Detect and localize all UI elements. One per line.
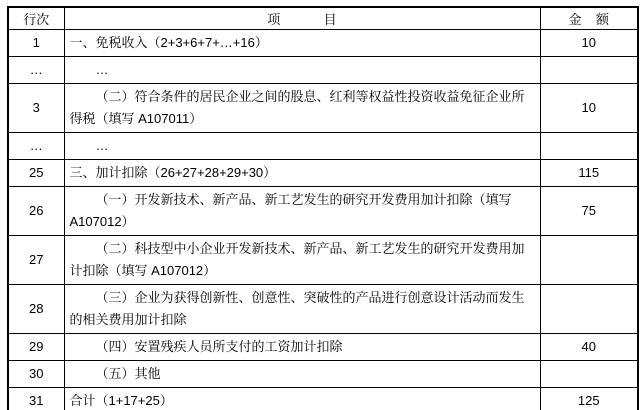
item-cell: 三、加计扣除（26+27+28+29+30） — [64, 159, 540, 186]
header-row — [8, 7, 638, 29]
item-cell: （一）开发新技术、新产品、新工艺发生的研究开发费用加计扣除（填写 A107012） — [64, 186, 540, 235]
amount-cell — [540, 360, 638, 387]
item-cell: … — [64, 132, 540, 159]
row-number-cell: 27 — [8, 235, 64, 284]
item-cell: （四）安置残疾人员所支付的工资加计扣除 — [64, 333, 540, 360]
item-cell: 合计（1+17+25） — [64, 387, 540, 410]
amount-cell: 40 — [540, 333, 638, 360]
amount-cell — [540, 132, 638, 159]
row-number-cell: 29 — [8, 333, 64, 360]
header-amount: 金 额 — [540, 7, 638, 29]
table-row — [8, 360, 638, 387]
item-cell: … — [64, 56, 540, 83]
amount-cell: 75 — [540, 186, 638, 235]
item-cell: （五）其他 — [64, 360, 540, 387]
row-number-cell: 1 — [8, 29, 64, 56]
amount-cell: 10 — [540, 29, 638, 56]
table-row — [8, 83, 638, 132]
row-number-cell: 3 — [8, 83, 64, 132]
amount-cell: 125 — [540, 387, 638, 410]
table-row — [8, 284, 638, 333]
amount-cell — [540, 235, 638, 284]
header-row-number: 行次 — [8, 7, 64, 29]
table-row — [8, 186, 638, 235]
row-number-cell: 31 — [8, 387, 64, 410]
row-number-cell: 30 — [8, 360, 64, 387]
table-row — [8, 56, 638, 83]
item-cell: （二）科技型中小企业开发新技术、新产品、新工艺发生的研究开发费用加计扣除（填写 A107012） — [64, 235, 540, 284]
row-number-cell: 25 — [8, 159, 64, 186]
table-row — [8, 387, 638, 410]
row-number-cell: 28 — [8, 284, 64, 333]
amount-cell — [540, 284, 638, 333]
row-number-cell: 26 — [8, 186, 64, 235]
item-cell: （三）企业为获得创新性、创意性、突破性的产品进行创意设计活动而发生的相关费用加计扣除 — [64, 284, 540, 333]
table-row — [8, 29, 638, 56]
item-cell: （二）符合条件的居民企业之间的股息、红利等权益性投资收益免征企业所得税（填写 A107011） — [64, 83, 540, 132]
table-row — [8, 333, 638, 360]
amount-cell: 115 — [540, 159, 638, 186]
item-cell: 一、免税收入（2+3+6+7+…+16） — [64, 29, 540, 56]
table-row — [8, 159, 638, 186]
table-row — [8, 132, 638, 159]
amount-cell — [540, 56, 638, 83]
header-item: 项 目 — [64, 7, 540, 29]
table-row — [8, 235, 638, 284]
row-number-cell: … — [8, 56, 64, 83]
row-number-cell: … — [8, 132, 64, 159]
amount-cell: 10 — [540, 83, 638, 132]
tax-form-table — [7, 6, 639, 410]
